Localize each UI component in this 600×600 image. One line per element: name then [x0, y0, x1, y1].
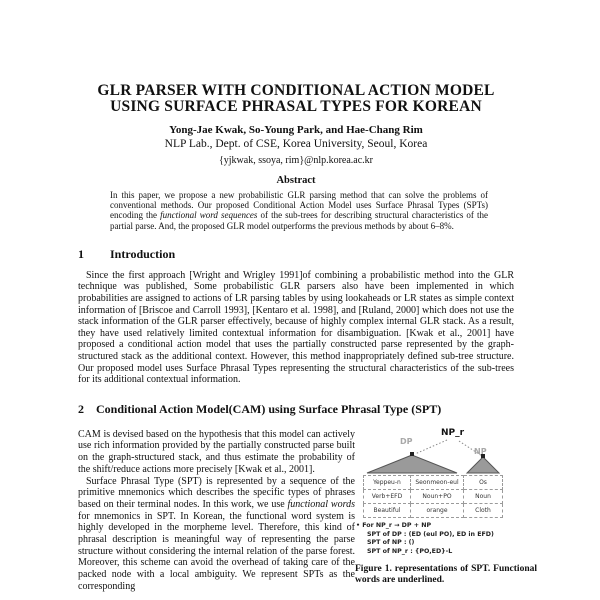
authors: Yong-Jae Kwak, So-Young Park, and Hae-Chang Rim — [169, 124, 423, 136]
figure1-mnemonics — [356, 522, 541, 557]
section2-para1: CAM is devised based on the hypothesis that this model can actively use rich information provided by the partially constructed parse built on the graph-structured stack, and thus estimate the probability of the shift/reduce actions more precisely [Kwak et al., 2001]. — [78, 428, 355, 475]
two-column-area — [78, 427, 537, 593]
table-cell: Yeppeu-n — [364, 475, 411, 489]
dp-triangle — [367, 455, 457, 473]
section2-para2-part2: for mnemonics in SPT. In Korean, the functional word system is highly developed in the morpheme level. Therefore, this kind of phrasal description is meaningful way of representing the parse structure without considering the internal relation of the parse forest. Moreover, this scheme can avoid the overhead of taking care of the packed node with a local ambiguity. We represent SPTs as the corresponding — [78, 510, 355, 592]
table-cell: Noun — [464, 489, 503, 503]
section1-number: 1 — [78, 246, 84, 261]
section1-heading — [78, 247, 514, 262]
table-cell: Noun+PO — [411, 489, 464, 503]
left-column — [78, 429, 355, 593]
figure1-example-table — [363, 475, 503, 518]
table-row — [364, 503, 503, 517]
abstract-part1: In this paper, we propose a new probabilistic GLR parsing method that can solve the problems of conventional methods. Our proposed Conditional Action Model uses Surface Phrasal Types (SPTs) encoding the — [110, 190, 488, 221]
affiliation: NLP Lab., Dept. of CSE, Korea University, Seoul, Korea — [164, 138, 428, 150]
paper-title — [78, 83, 514, 115]
paper-title-line1: GLR PARSER WITH CONDITIONAL ACTION MODEL — [97, 82, 495, 99]
section2-para2-italic: functional words — [287, 498, 355, 510]
table-row — [364, 475, 503, 489]
section1-title: Introduction — [110, 246, 176, 261]
email: {yjkwak, ssoya, rim}@nlp.korea.ac.kr — [218, 155, 374, 166]
section1-body: Since the first approach [Wright and Wrigley 1991]of combining a probabilistic method into the GLR technique was published, Some probabilistic GLR parsers also have been implemented in which probabilities are assigned to actions of LR parsing tables by using lookaheads or LR states as simple context information of [Briscoe and Carroll 1993], [Kentaro et al. 1998], and [Ruland, 2000] which does not use the stack information of the GLR parser effectively, because of highly complex internal GLR stack. As a result, they have used relatively limited contextual information for disambiguation. [Kwak et al., 2001] have proposed a conditional action model that uses the partially constructed parse represented by the graph-structured stack as the additional context. However, this method inappropriately defined sub-tree structure. Our proposed model uses Surface Phrasal Types representing the structural characteristics of the sub-trees for its additional contextual information. — [78, 269, 514, 386]
table-cell: Beautiful — [364, 503, 411, 517]
section2-heading — [78, 402, 514, 417]
section2-para2-part1: Surface Phrasal Type (SPT) is represented by a sequence of the primitive mnemonics which describes the specific types of phrases based on their terminal nodes. In this work, we use — [78, 475, 355, 510]
tree-dp-label: DP — [400, 436, 413, 446]
table-row — [364, 489, 503, 503]
section2-number: 2 — [78, 401, 84, 416]
tree-root-label: NP_r — [441, 427, 465, 438]
mnemonic-line: SPT of NP_r : {PO,ED}-L — [367, 548, 453, 556]
figure1-caption: Figure 1. representations of SPT. Functional words are underlined. — [355, 563, 537, 586]
mnemonic-line: SPT of NP : () — [367, 539, 415, 547]
abstract-text — [110, 190, 488, 231]
table-cell: orange — [411, 503, 464, 517]
dp-node-marker — [410, 452, 414, 456]
paper-title-line2: USING SURFACE PHRASAL TYPES FOR KOREAN — [110, 98, 482, 115]
table-cell: Verb+EFD — [364, 489, 411, 503]
table-cell: Os — [464, 475, 503, 489]
abstract-italic-phrase: functional word sequences — [160, 210, 258, 221]
mnemonic-line: • For NP_r → DP + NP — [356, 521, 432, 529]
np-triangle — [467, 457, 499, 473]
section2-title: Conditional Action Model(CAM) using Surface Phrasal Type (SPT) — [96, 401, 442, 416]
tree-np-label: NP — [474, 446, 487, 456]
mnemonic-line: SPT of DP : (ED (eul PO), ED in EFD) — [367, 530, 494, 538]
abstract-heading: Abstract — [276, 175, 316, 186]
table-cell: Seonmeon-eul — [411, 475, 464, 489]
figure1-parse-tree — [355, 429, 541, 475]
abstract-part2: of the sub-trees for describing structural characteristics of the partial parse. And, the proposed GLR model outperforms the previous methods by about 6–8%. — [110, 210, 488, 231]
section2-para2 — [78, 476, 355, 593]
figure1 — [355, 429, 541, 587]
table-cell: Cloth — [464, 503, 503, 517]
